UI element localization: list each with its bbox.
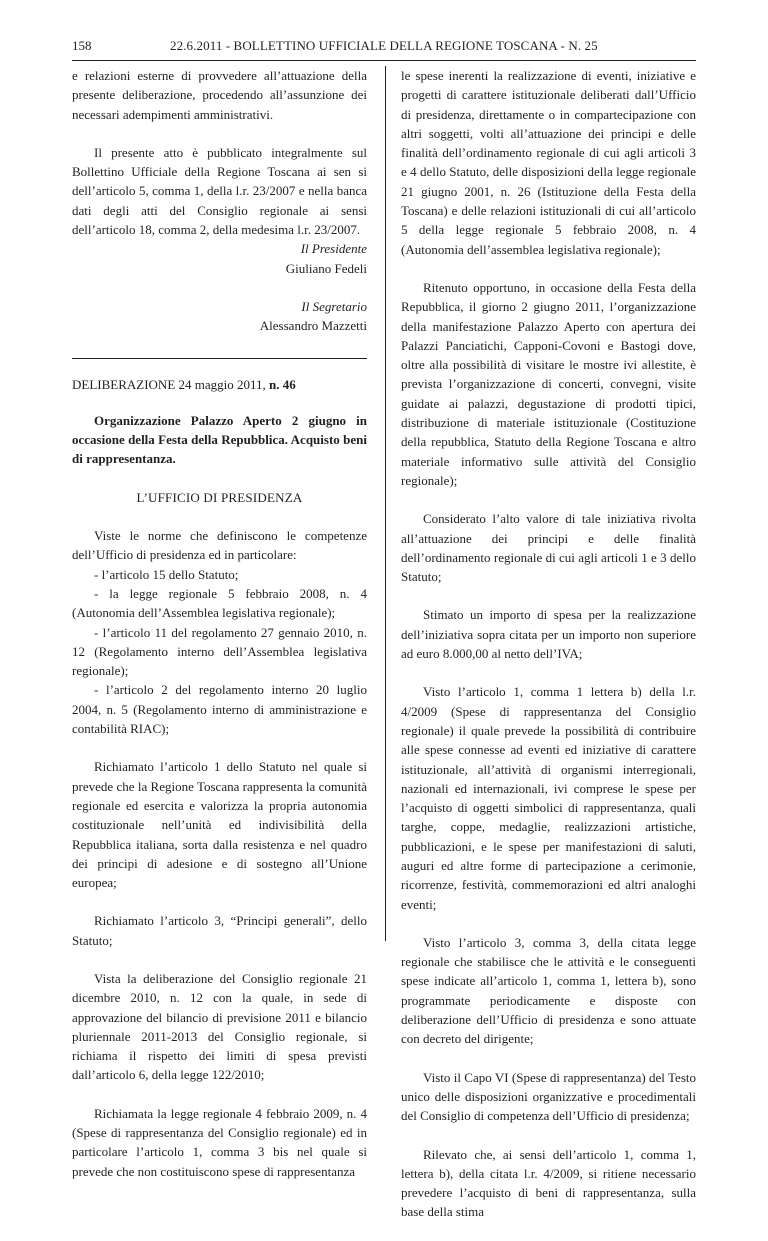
paragraph-law-4-2009: Richiamata la legge regionale 4 febbraio 2009, n. 4 (Spese di rappresentanza del Consiglio regionale) ed in particolare l’articolo 1, comma 3 bis nel quale si prevede che non costituiscono spese di rappresentanza bbox=[72, 1105, 367, 1179]
page-number: 158 bbox=[72, 38, 92, 53]
signature-name: Giuliano Fedeli bbox=[285, 260, 367, 276]
page-header bbox=[72, 38, 696, 56]
deliberation-title: Organizzazione Palazzo Aperto 2 giugno in occasione della Festa della Repubblica. Acquisto beni di rappresentanza. bbox=[72, 412, 367, 467]
deliberation-number: n. 46 bbox=[269, 376, 296, 392]
left-column bbox=[72, 66, 367, 1200]
paragraph-statute-art1: Richiamato l’articolo 1 dello Statuto nel quale si prevede che la Regione Toscana rappresenta la comunità regionale ed esercita e valorizza la propria autonomia costituzionale nell’unità ed indivisibilità della Repubblica italiana, sorta dalla resistenza e nel quadro dei principi di adesione e di sostegno all’Unione europea; bbox=[72, 759, 367, 891]
deliberation-heading bbox=[72, 375, 367, 394]
list-item: - l’articolo 2 del regolamento interno 20 luglio 2004, n. 5 (Regolamento interno di amministrazione e contabilità RIAC); bbox=[72, 682, 367, 737]
paragraph-publication: Il presente atto è pubblicato integralmente sul Bollettino Ufficiale della Regione Toscana ai sen si dell’articolo 5, comma 1, della l.r. 23/2007 e nella banca dati degli atti del Consiglio regionale ai sensi dell’articolo 18, comma 2, della medesima l.r. 23/2007. bbox=[72, 144, 367, 238]
paragraph-ritenuto: Ritenuto opportuno, in occasione della Festa della Repubblica, il giorno 2 giugno 2011, l’organizzazione della manifestazione Palazzo Aperto con apertura dei Palazzi Panciatichi, Capponi-Covoni e Bastogi dove, oltre alla possibilità di visitare le mostre ivi allestite, è prevista l’organizzazione di concerti, convegni, visite guidate ai palazzi, degustazione di prodotti tipici, distribuzione di materiale istituzionale (Costituzione della repubblica, Statuto della Regione Toscana e altro materiale informativo sulle attività del Consiglio regionale); bbox=[401, 279, 696, 488]
deliberation-date: DELIBERAZIONE 24 maggio 2011, bbox=[72, 376, 270, 392]
paragraph-considerato: Considerato l’alto valore di tale iniziativa rivolta all’attuazione dei principi e delle finalità dell’ordinamento regionale di cui agli articoli 1 e 3 dello Statuto; bbox=[401, 511, 696, 585]
section-separator bbox=[72, 358, 367, 359]
paragraph-statute-art3: Richiamato l’articolo 3, “Principi generali”, dello Statuto; bbox=[72, 913, 367, 948]
list-item: - la legge regionale 5 febbraio 2008, n. 4 (Autonomia dell’Assemblea legislativa regionale); bbox=[72, 585, 367, 621]
paragraph-visto-art1: Visto l’articolo 1, comma 1 lettera b) della l.r. 4/2009 (Spese di rappresentanza del Consiglio regionale) il quale prevede la possibilità di contribuire alle spese connesse ad eventi ed iniziative di carattere istituzionale, all’attività di organismi interregionali, nazionali ed internazionali, ivi comprese le spese per l’acquisto di oggetti simbolici di rappresentanza, quali targhe, coppe, medaglie, realizzazioni artistiche, pubblicazioni, e le spese per manifestazioni di saluti, auguri ed altre forme di partecipazione a cerimonie, ricorrenze, festività, commemorazioni ed altri analoghi eventi; bbox=[401, 684, 696, 912]
paragraph-deliberation-12: Vista la deliberazione del Consiglio regionale 21 dicembre 2010, n. 12 con la quale, in sede di approvazione del bilancio di previsione 2011 e bilancio pluriennale 2011-2013 del Consiglio regionale, si richiama il rispetto dei limiti di spesa previsti dall’articolo 6, della legge 122/2010; bbox=[72, 970, 367, 1083]
right-column bbox=[401, 66, 696, 1241]
signature-president bbox=[72, 239, 367, 278]
signature-role: Il Segretario bbox=[301, 298, 367, 314]
column-divider bbox=[385, 66, 386, 941]
office-heading: L’UFFICIO DI PRESIDENZA bbox=[136, 489, 303, 505]
list-item: - l’articolo 15 dello Statuto; bbox=[94, 566, 239, 582]
signature-role: Il Presidente bbox=[300, 241, 367, 257]
paragraph-rilevato: Rilevato che, ai sensi dell’articolo 1, comma 1, lettera b), della citata l.r. 4/2009, si ritiene necessario prevedere l’acquisto di beni di rappresentanza, sulla base della stima bbox=[401, 1146, 696, 1220]
running-title: 22.6.2011 - BOLLETTINO UFFICIALE DELLA REGIONE TOSCANA - N. 25 bbox=[170, 38, 598, 53]
paragraph-stimato: Stimato un importo di spesa per la realizzazione dell’iniziativa sopra citata per un importo non superiore ad euro 8.000,00 al netto dell’IVA; bbox=[401, 607, 696, 662]
paragraph-capo-vi: Visto il Capo VI (Spese di rappresentanza) del Testo unico delle disposizioni organizzative e procedimentali del Consiglio di competenza dell’Ufficio di presidenza; bbox=[401, 1069, 696, 1124]
signature-name: Alessandro Mazzetti bbox=[259, 318, 367, 334]
header-rule bbox=[72, 60, 696, 61]
paragraph-continued: e relazioni esterne di provvedere all’attuazione della presente deliberazione, procedendo all’assunzione dei necessari adempimenti amministrativi. bbox=[72, 68, 367, 122]
paragraph-visto-art3: Visto l’articolo 3, comma 3, della citata legge regionale che stabilisce che le attività e le conseguenti spese indicate all’articolo 1, comma 1, lettera b), sono programmate periodicamente e disposte con deliberazione dell’Ufficio di presidenza e sono attuate con decreto del dirigente; bbox=[401, 934, 696, 1047]
paragraph-continued: le spese inerenti la realizzazione di eventi, iniziative e progetti di carattere istituzionale deliberati dall’Ufficio di presidenza, direttamente o in compartecipazione con altri soggetti, volti all’attuazione dei principi e delle finalità dell’ordinamento regionale di cui agli articoli 3 e 4 dello Statuto, delle disposizioni della legge regionale 21 giugno 2001, n. 26 (Istituzione della Festa della Toscana) e delle relazioni istituzionali di cui all’articolo 5 della legge regionale 5 febbraio 2008, n. 4 (Autonomia dell’assemblea legislativa regionale); bbox=[401, 68, 696, 257]
list-item: - l’articolo 11 del regolamento 27 gennaio 2010, n. 12 (Regolamento interno dell’Assemblea legislativa regionale); bbox=[72, 624, 367, 679]
norms-intro: Viste le norme che definiscono le competenze dell’Ufficio di presidenza ed in particolare: bbox=[72, 528, 367, 563]
norms-list bbox=[72, 526, 367, 738]
signature-secretary bbox=[72, 297, 367, 336]
